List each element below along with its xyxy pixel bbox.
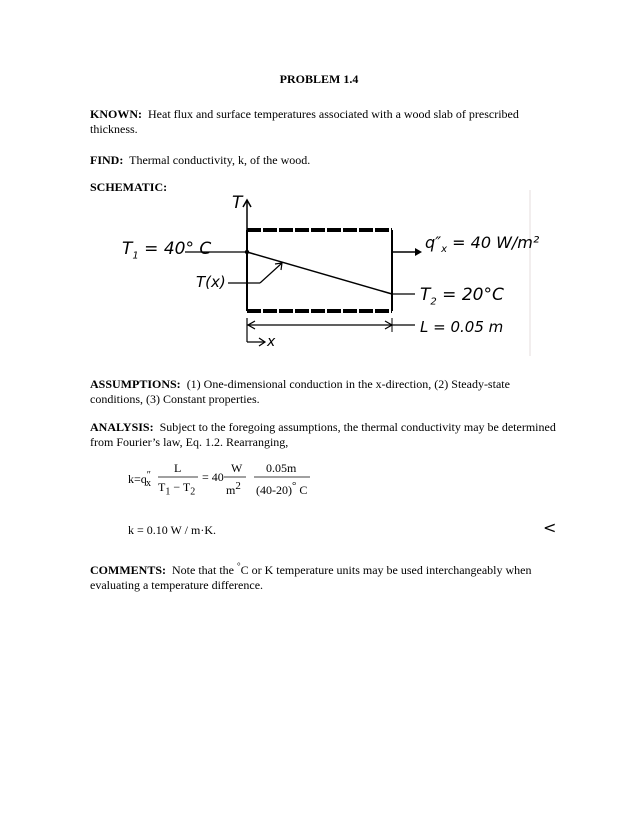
comments-section: COMMENTS: Note that the °C or K temperature units may be used interchangeably when evaluating a temperature difference. — [90, 561, 532, 592]
equation-equals: = 40 — [202, 470, 224, 484]
t2-label: $T_2 = 20^\circ C$ — [420, 285, 504, 308]
frac3-numerator: 0.05m — [266, 461, 297, 475]
result-marker: < — [543, 518, 557, 537]
x-axis-label: x — [267, 334, 276, 350]
tx-label: T(x) — [196, 273, 226, 291]
known-label: KNOWN: — [90, 107, 142, 121]
assumptions-label: ASSUMPTIONS: — [90, 377, 181, 391]
frac1-denominator: $T_1 - T_2$ — [158, 480, 196, 498]
analysis-label: ANALYSIS: — [90, 420, 154, 434]
equation-lhs: $k=q''_x$ — [128, 470, 151, 490]
analysis-text: Subject to the foregoing assumptions, the thermal conductivity may be determined from Fourier’s law, Eq. 1.2. Rearranging, — [90, 420, 556, 449]
schematic-label: SCHEMATIC: — [90, 180, 168, 194]
assumptions-text: (1) One-dimensional conduction in the x-direction, (2) Steady-state conditions, (3) Constant properties. — [90, 377, 510, 406]
find-label: FIND: — [90, 153, 124, 167]
frac2-denominator: $m^2$ — [226, 480, 241, 497]
heat-flux-label: $q''_x = 40$ W/m² — [425, 233, 540, 256]
frac1-numerator: L — [174, 461, 182, 475]
known-text: Heat flux and surface temperatures associated with a wood slab of prescribed thickness. — [90, 107, 519, 136]
find-text: Thermal conductivity, k, of the wood. — [129, 153, 311, 167]
frac2-numerator: W — [231, 461, 243, 475]
t1-label: $T_1 = 40^\circ$ C — [122, 239, 212, 262]
length-label: L = 0.05 m — [420, 318, 504, 336]
t-axis-label: T — [232, 193, 243, 213]
problem-title: PROBLEM 1.4 — [279, 72, 359, 86]
result: k = 0.10 W / m·K. — [128, 523, 216, 537]
comments-label: COMMENTS: — [90, 563, 166, 577]
frac3-denominator: (40-20)° C — [256, 480, 308, 497]
